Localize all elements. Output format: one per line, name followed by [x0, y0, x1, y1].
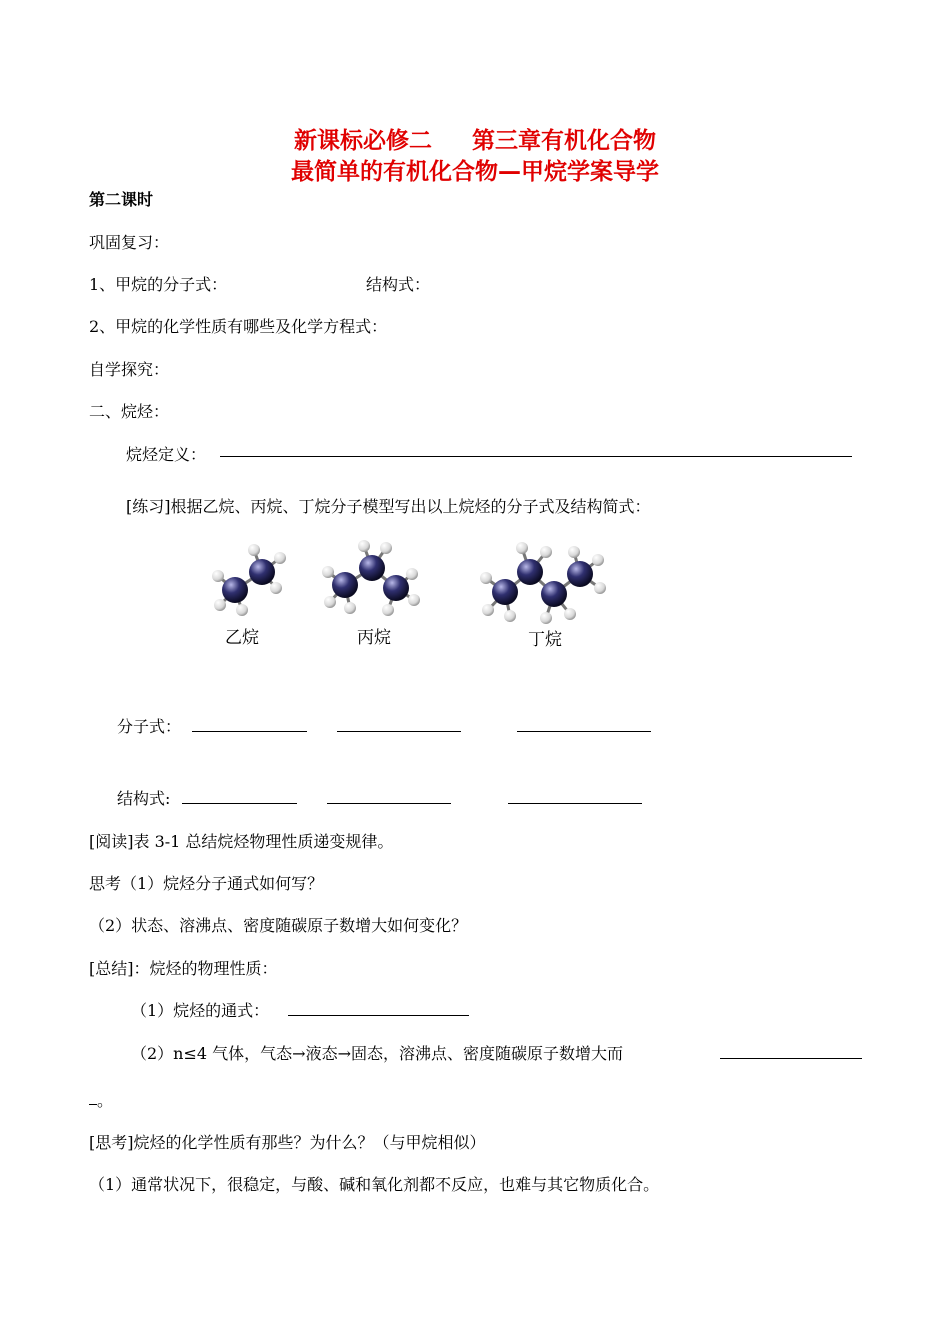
lesson-label: 第二课时: [89, 190, 154, 209]
title-course: 新课标必修二: [294, 128, 432, 154]
ethane-model-icon: [212, 544, 286, 616]
think-question-3: [思考]烷烃的化学性质有那些？为什么？（与甲烷相似）: [89, 1133, 486, 1152]
page-title-line1: [0, 122, 950, 155]
formula-label: 分子式：: [117, 717, 182, 736]
chemical-property-1: （1）通常状况下，很稳定，与酸、碱和氧化剂都不反应，也难与其它物质化合。: [89, 1175, 660, 1194]
ethane-label: 乙烷: [225, 628, 259, 648]
formula-blank-ethane[interactable]: [192, 731, 307, 732]
page-title-line2: 最简单的有机化合物—甲烷学案导学: [291, 159, 659, 185]
summary-item-2-end: 。: [97, 1091, 114, 1110]
think-question-1: 思考（1）烷烃分子通式如何写？: [89, 874, 324, 893]
exercise-text: [练习]根据乙烷、丙烷、丁烷分子模型写出以上烷烃的分子式及结构简式：: [126, 497, 651, 516]
trend-blank-continuation[interactable]: [89, 1104, 97, 1105]
formula-blank-propane[interactable]: [337, 731, 461, 732]
question-1-structure: 结构式：: [366, 275, 431, 294]
reading-text: [阅读]表 3-1 总结烷烃物理性质递变规律。: [89, 832, 394, 851]
definition-label: 烷烃定义：: [126, 445, 207, 464]
title-chapter: 第三章有机化合物: [472, 128, 656, 154]
propane-label: 丙烷: [357, 628, 391, 648]
self-study-heading: 自学探究：: [89, 360, 170, 379]
review-heading: 巩固复习：: [89, 233, 170, 252]
structure-blank-butane[interactable]: [508, 803, 642, 804]
summary-heading: [总结]：烷烃的物理性质：: [89, 959, 278, 978]
think-question-2: （2）状态、溶沸点、密度随碳原子数增大如何变化？: [89, 916, 468, 935]
question-1-formula: 1、甲烷的分子式：: [89, 275, 228, 294]
question-2: 2、甲烷的化学性质有哪些及化学方程式：: [89, 317, 388, 336]
trend-blank[interactable]: [720, 1058, 862, 1059]
propane-model-icon: [322, 540, 420, 616]
structure-label: 结构式:: [117, 789, 171, 808]
structure-blank-ethane[interactable]: [182, 803, 297, 804]
section-alkanes: 二、烷烃：: [89, 402, 170, 421]
butane-model-icon: [480, 542, 606, 624]
definition-blank[interactable]: [220, 456, 852, 457]
summary-item-2: （2）n≤4 气体，气态→液态→固态，溶沸点、密度随碳原子数增大而: [131, 1044, 623, 1063]
summary-item-1: （1）烷烃的通式：: [131, 1001, 270, 1020]
butane-label: 丁烷: [528, 630, 562, 650]
structure-blank-propane[interactable]: [327, 803, 451, 804]
general-formula-blank[interactable]: [288, 1015, 469, 1016]
formula-blank-butane[interactable]: [517, 731, 651, 732]
